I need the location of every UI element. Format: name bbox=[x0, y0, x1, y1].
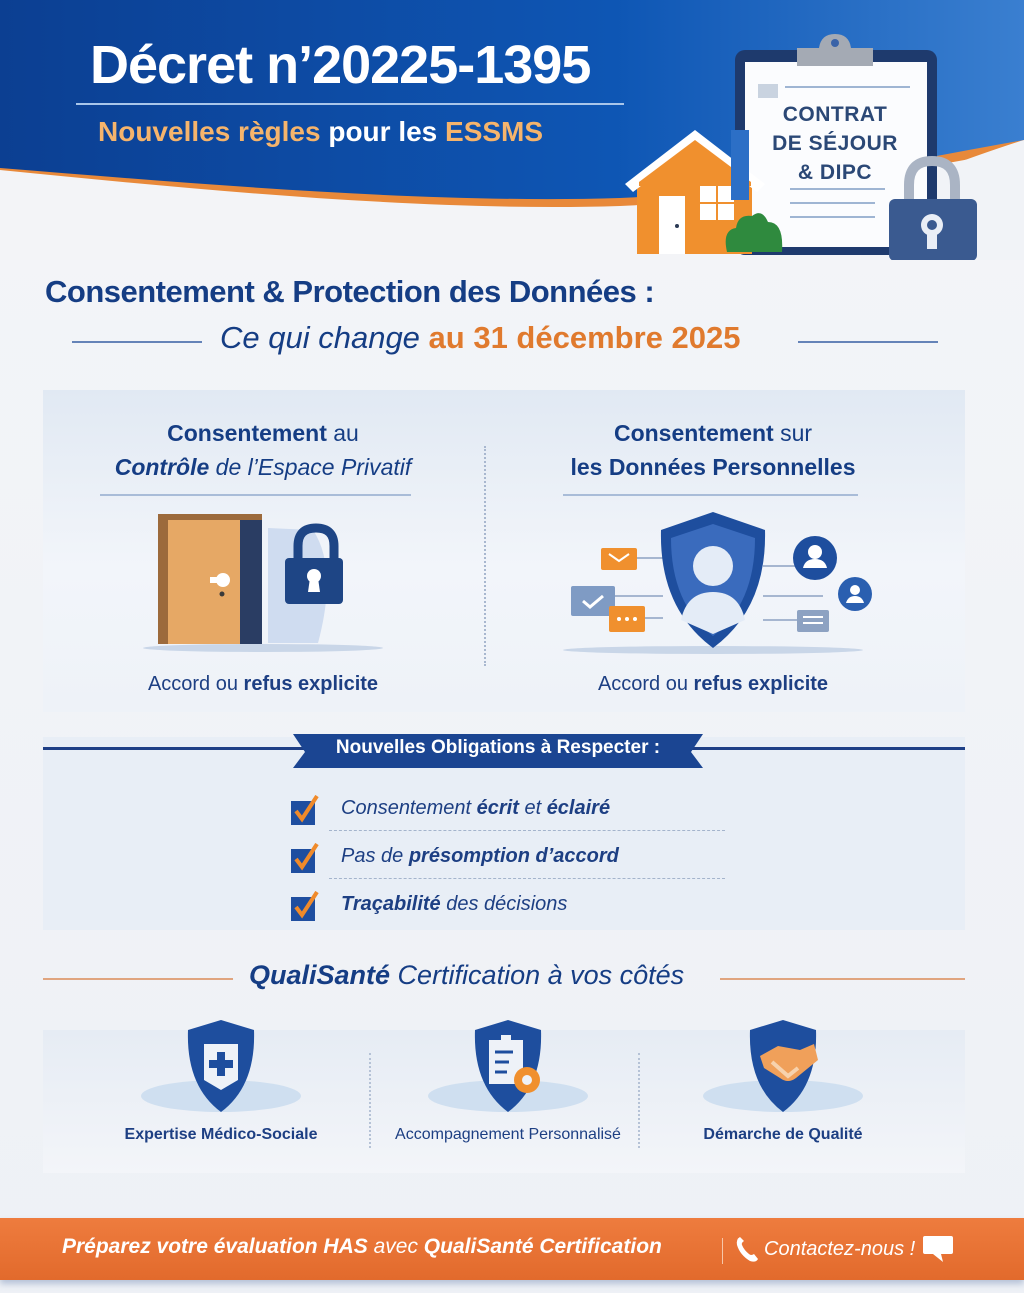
speech-bubble-icon bbox=[921, 1234, 955, 1264]
contract-document-text: CONTRAT DE SÉJOUR & DIPC bbox=[772, 103, 898, 184]
panel-title-line1: Consentement au bbox=[167, 420, 359, 446]
clipboard-gear-shield-icon bbox=[413, 1016, 603, 1116]
title-divider bbox=[76, 103, 624, 105]
clipboard-clip-icon bbox=[795, 34, 875, 66]
header-banner bbox=[0, 0, 1024, 260]
medical-shield-icon bbox=[126, 1016, 316, 1116]
subheadline: Ce qui change au 31 décembre 2025 bbox=[220, 320, 741, 355]
features-strip bbox=[43, 1030, 965, 1173]
consent-panels bbox=[43, 390, 965, 712]
decree-subtitle: Nouvelles règles pour les ESSMS bbox=[98, 116, 544, 147]
phone-icon bbox=[734, 1235, 760, 1263]
shield-user-icon bbox=[553, 508, 873, 658]
feature-personal-support: Accompagnement Personnalisé bbox=[368, 1030, 648, 1173]
main-headline: Consentement & Protection des Données : bbox=[45, 274, 655, 309]
panel-title-line2: Contrôle de l’Espace Privatif bbox=[114, 454, 412, 480]
panel-divider bbox=[484, 446, 486, 666]
contact-us-link[interactable]: Contactez-nous ! bbox=[734, 1232, 959, 1266]
decree-title: Décret n’20225-1395 bbox=[90, 35, 591, 95]
panel-private-space bbox=[43, 390, 483, 712]
plant-icon bbox=[722, 210, 787, 252]
book-icon bbox=[731, 130, 749, 200]
qualisante-heading: QualiSanté Certification à vos côtés bbox=[249, 960, 685, 990]
checkbox-checked-icon bbox=[291, 891, 319, 921]
handshake-shield-icon bbox=[688, 1016, 878, 1116]
obligations-section: Nouvelles Obligations à Respecter : Consentement écrit et éclairé Pas de présomption d’accord Traçabilité des décisions bbox=[43, 737, 965, 930]
panel-caption: Accord ou refus explicite bbox=[147, 673, 379, 695]
checkbox-checked-icon bbox=[291, 795, 319, 825]
panel-caption: Accord ou refus explicite bbox=[597, 673, 829, 695]
subheadline-row bbox=[72, 320, 938, 364]
panel-title-line1: Consentement sur bbox=[613, 420, 813, 446]
feature-medical-expertise: Expertise Médico-Sociale bbox=[101, 1030, 341, 1173]
door-lock-icon bbox=[138, 508, 388, 653]
subheadline-rule-left bbox=[72, 341, 202, 343]
obligations-title: Nouvelles Obligations à Respecter : bbox=[335, 737, 661, 758]
footer-text: Préparez votre évaluation HAS avec QualiSanté Certification bbox=[62, 1235, 662, 1258]
qualisante-heading-row bbox=[43, 958, 965, 1000]
feature-quality-approach: Démarche de Qualité bbox=[663, 1030, 903, 1173]
subheadline-rule-right bbox=[798, 341, 938, 343]
panel-title-line2: les Données Personnelles bbox=[570, 454, 856, 480]
checkbox-checked-icon bbox=[291, 843, 319, 873]
panel-personal-data bbox=[513, 390, 913, 712]
footer-cta-bar bbox=[0, 1218, 1024, 1280]
padlock-icon bbox=[885, 155, 980, 260]
